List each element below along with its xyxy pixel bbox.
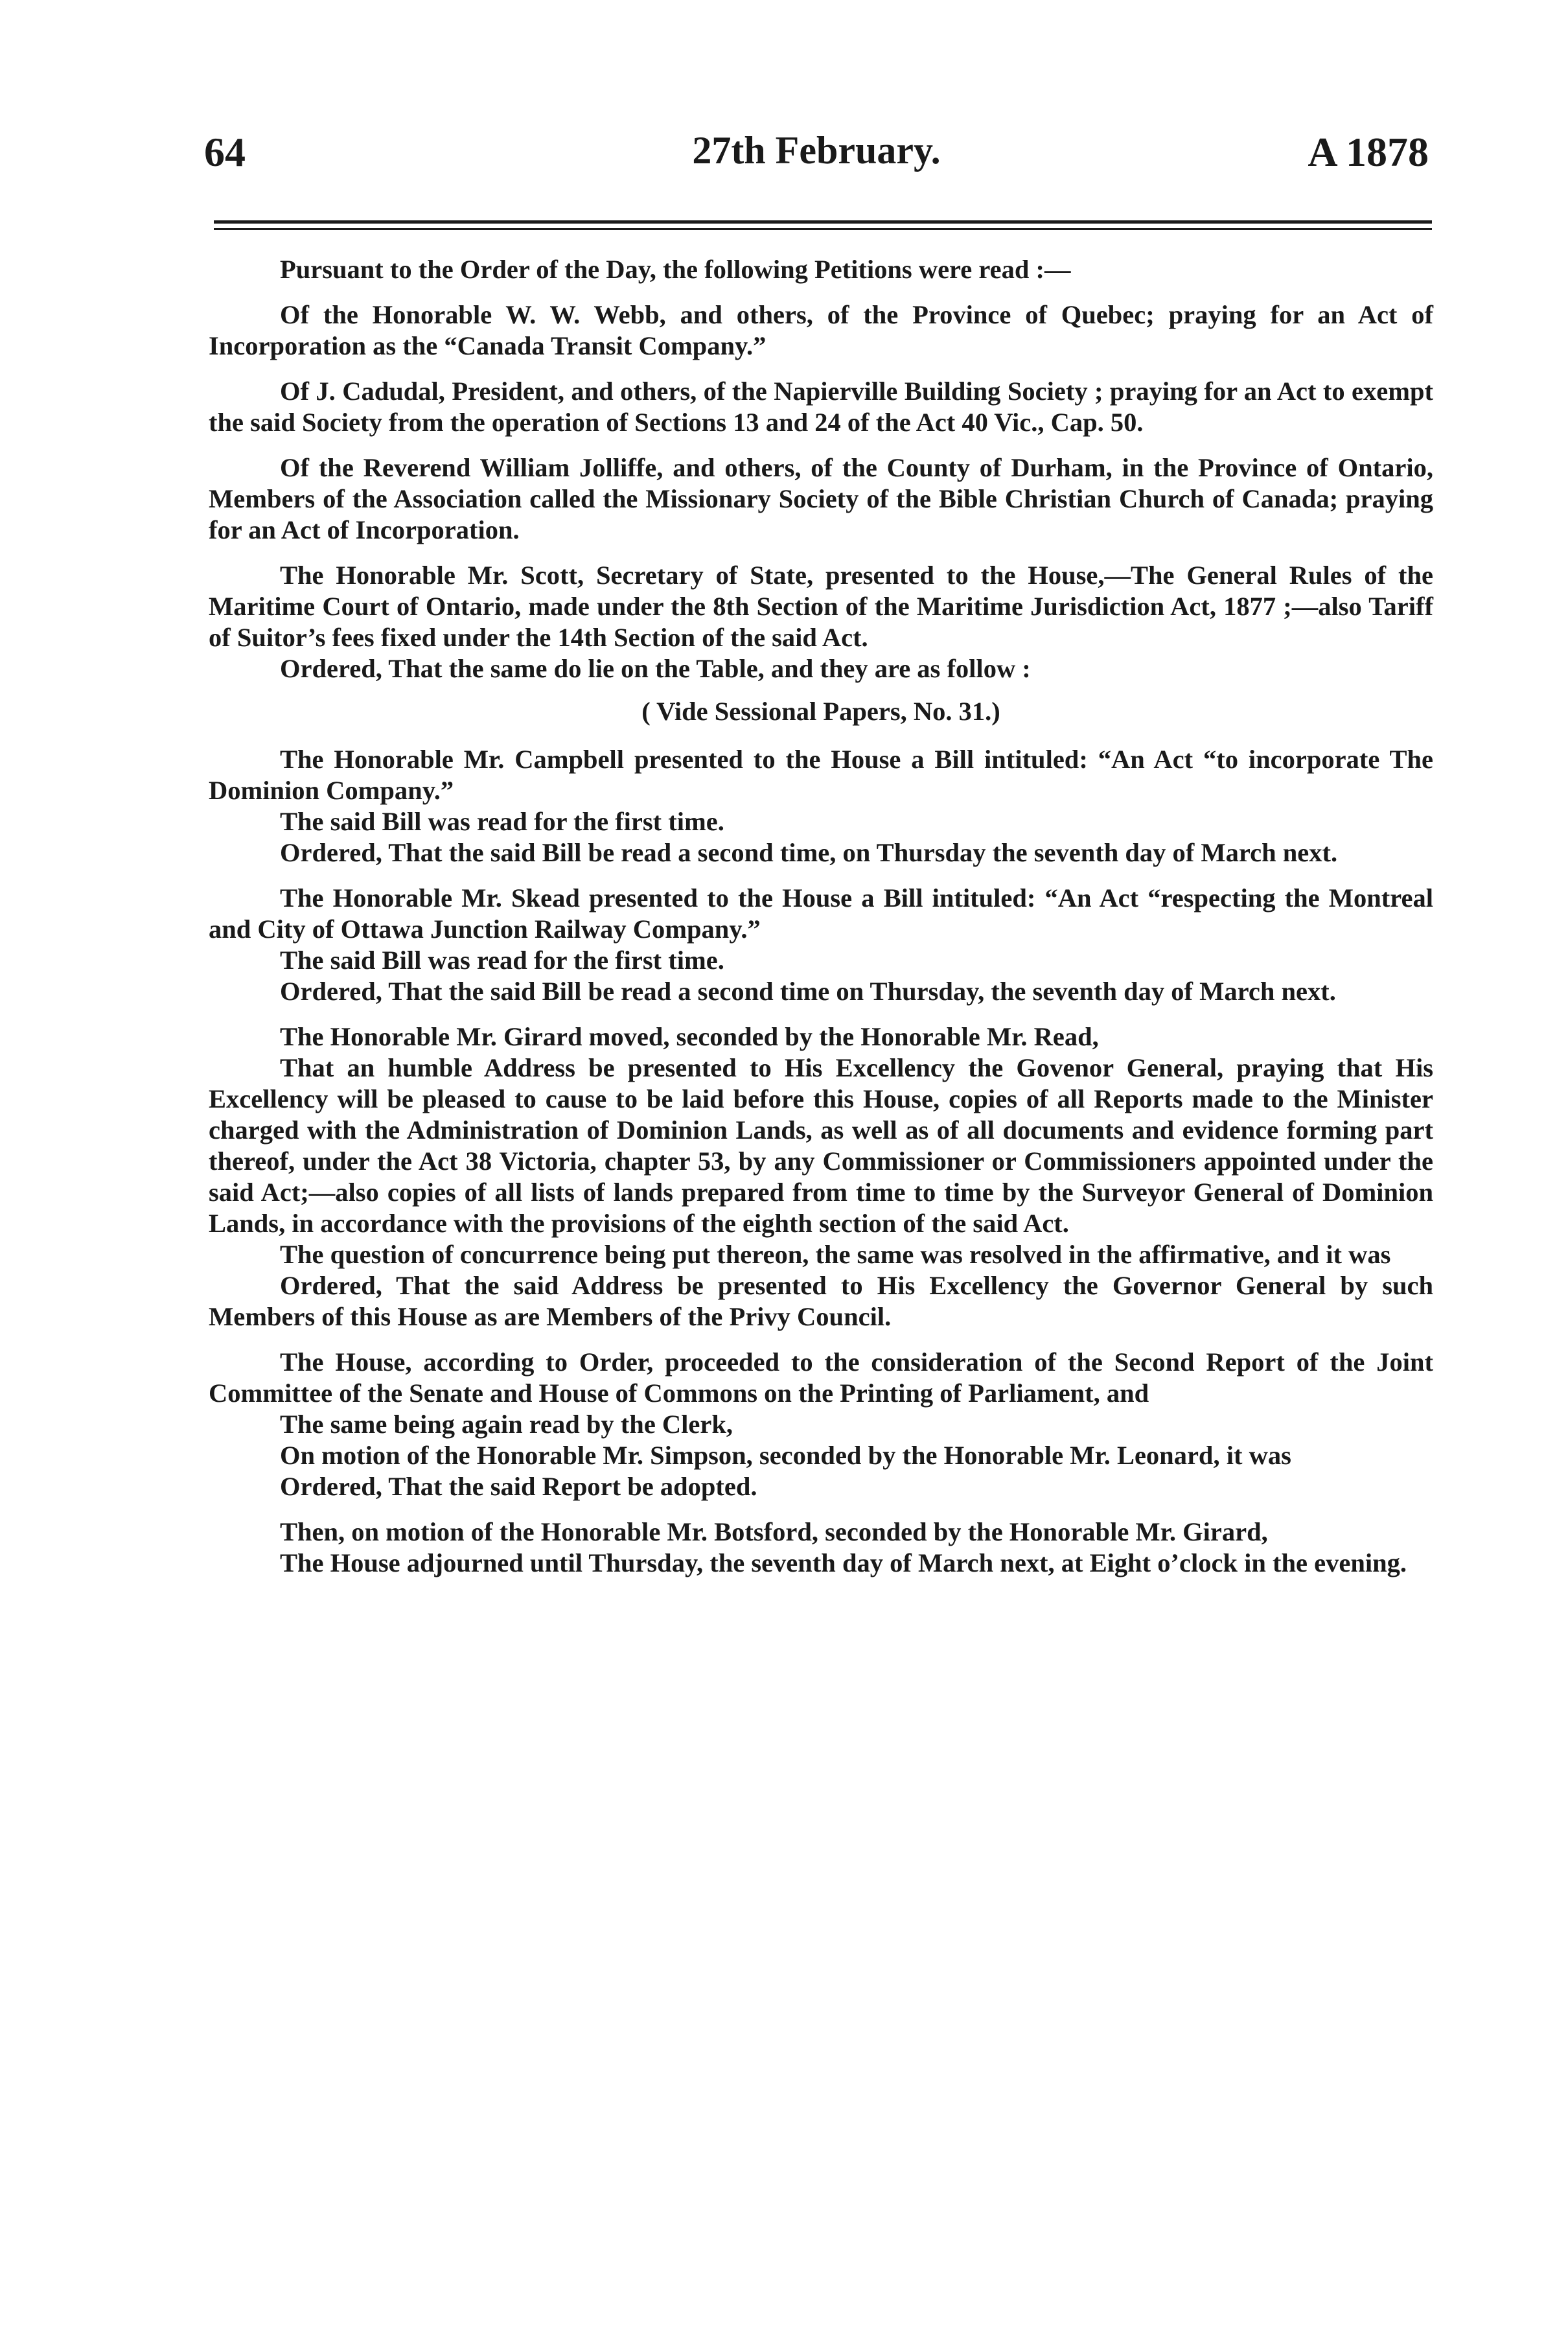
paragraph: The Honorable Mr. Girard moved, seconded by the Honorable Mr. Read, [280, 1022, 1099, 1051]
paragraph: The said Bill was read for the first time. [280, 946, 724, 975]
paragraph: Of the Honorable W. W. Webb, and others, of the Province of Quebec; praying for an Act of Incorporation as the “Canada Transit Company.” [209, 300, 1433, 360]
girard-motion-block [209, 1021, 1433, 1332]
paragraph: The Honorable Mr. Scott, Secretary of State, presented to the House,—The General Rules of the Maritime Court of Ontario, made under the 8th Section of the Maritime Jurisdiction Act, 1877 ;—also Tariff of Suitor’s fees fixed under the 14th Section of the said Act. [209, 561, 1433, 652]
campbell-bill-block [209, 744, 1433, 868]
header-rule-thick [214, 220, 1432, 224]
paragraph: The same being again read by the Clerk, [280, 1410, 733, 1439]
sessional-papers-reference: ( Vide Sessional Papers, No. 31.) [641, 697, 1000, 726]
paragraph: The House, according to Order, proceeded to the consideration of the Second Report of the Joint Committee of the Senate and House of Commons on the Printing of Parliament, and [209, 1347, 1433, 1408]
paragraph: Ordered, That the said Report be adopted. [280, 1472, 757, 1501]
paragraph: That an humble Address be presented to His Excellency the Govenor General, praying that His Excellency will be pleased to cause to be laid before this House, copies of all Reports made to the Minister charged with the Administration of Dominion Lands, as well as of all documents and evidence forming part thereof, under the Act 38 Victoria, chapter 53, by any Commissioner or Commissioners appointed under the said Act;—also copies of all lists of lands prepared from time to time by the Surveyor General of Dominion Lands, in accordance with the provisions of the eighth section of the said Act. [209, 1053, 1433, 1238]
paragraph: The House adjourned until Thursday, the seventh day of March next, at Eight o’clock in the evening. [280, 1548, 1407, 1577]
paragraph: Of the Reverend William Jolliffe, and others, of the County of Durham, in the Province of Ontario, Members of the Association called the Missionary Society of the Bible Christian Church of Canada; praying for an Act of Incorporation. [209, 453, 1433, 544]
adjournment-block [209, 1517, 1433, 1579]
skead-bill-block [209, 883, 1433, 1007]
printing-report-block [209, 1347, 1433, 1502]
paragraph: The Honorable Mr. Campbell presented to the House a Bill intituled: “An Act “to incorporate The Dominion Company.” [209, 745, 1433, 805]
maritime-rules-block [209, 560, 1433, 727]
journal-body [209, 254, 1433, 1593]
header-date: 27th February. [692, 129, 941, 172]
paragraph: Ordered, That the said Bill be read a second time, on Thursday the seventh day of March next. [280, 838, 1338, 867]
paragraph: Ordered, That the said Address be presented to His Excellency the Governor General by such Members of this House as are Members of the Privy Council. [209, 1271, 1433, 1331]
paragraph: The Honorable Mr. Skead presented to the House a Bill intituled: “An Act “respecting the Montreal and City of Ottawa Junction Railway Company.” [209, 883, 1433, 944]
paragraph: The said Bill was read for the first time. [280, 807, 724, 836]
paragraph: The question of concurrence being put thereon, the same was resolved in the affirmative, and it was [280, 1240, 1391, 1269]
petition-webb [209, 299, 1433, 362]
petitions-block [209, 254, 1433, 285]
paragraph: On motion of the Honorable Mr. Simpson, seconded by the Honorable Mr. Leonard, it was [280, 1441, 1291, 1470]
paragraph: Ordered, That the said Bill be read a second time on Thursday, the seventh day of March next. [280, 977, 1336, 1006]
page-header [204, 128, 1429, 187]
paragraph: Of J. Cadudal, President, and others, of the Napierville Building Society ; praying for an Act to exempt the said Society from the operation of Sections 13 and 24 of the Act 40 Vic., Cap. 50. [209, 377, 1433, 437]
header-year: A 1878 [1308, 129, 1429, 175]
paragraph: Pursuant to the Order of the Day, the following Petitions were read :— [280, 255, 1071, 284]
paragraph: Ordered, That the same do lie on the Table, and they are as follow : [280, 654, 1031, 683]
petition-jolliffe [209, 452, 1433, 546]
page-number: 64 [204, 129, 246, 175]
petition-cadudal [209, 376, 1433, 438]
paragraph: Then, on motion of the Honorable Mr. Botsford, seconded by the Honorable Mr. Girard, [280, 1517, 1268, 1546]
header-rule-thin [214, 228, 1432, 230]
